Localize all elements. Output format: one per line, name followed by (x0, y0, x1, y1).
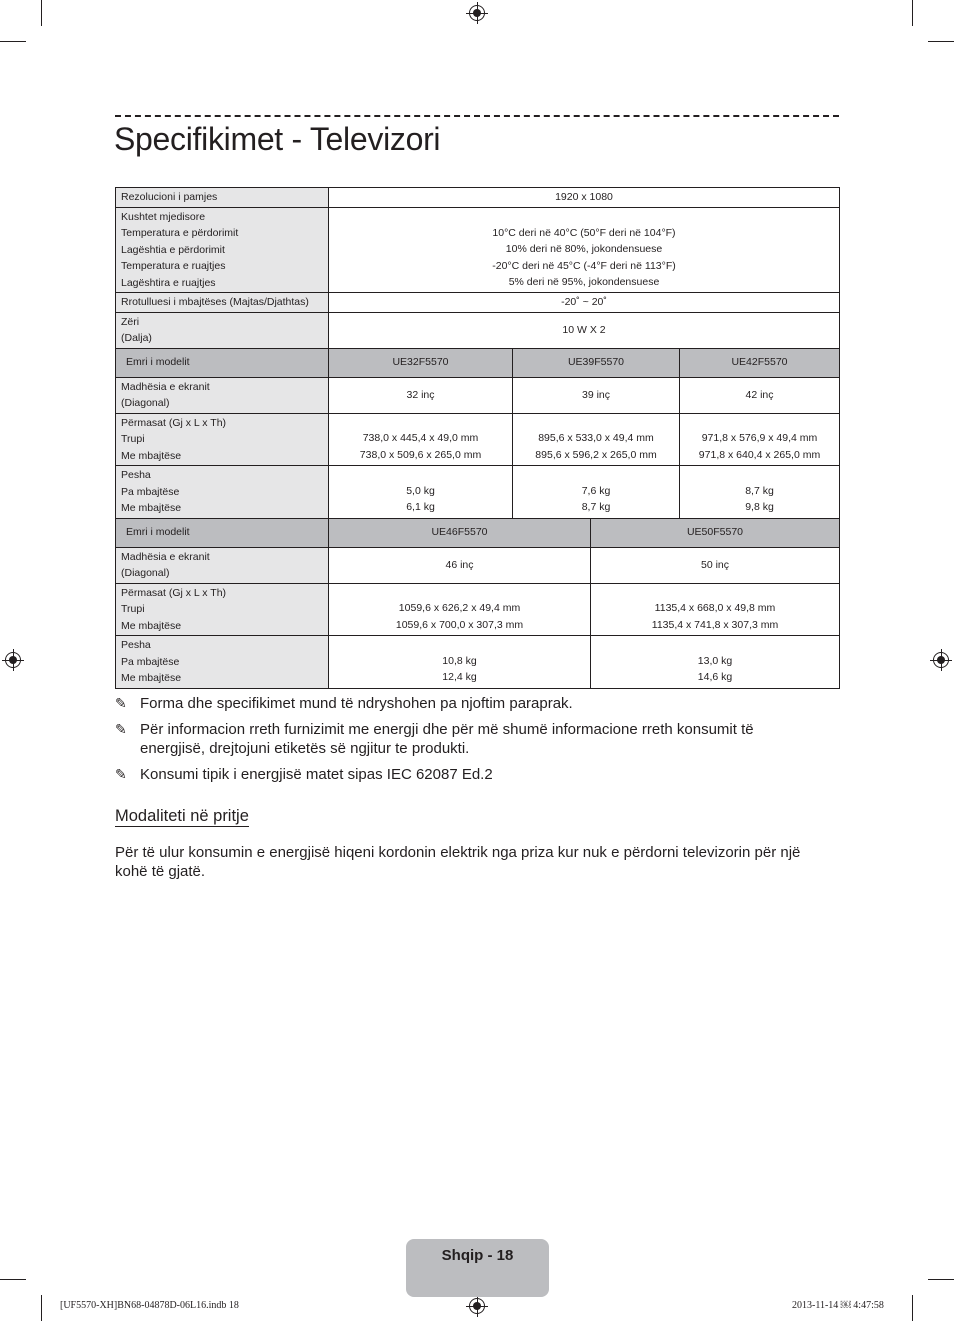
weight-value (591, 636, 840, 689)
pencil-note-icon: ✎ (115, 766, 127, 782)
env-value-line: 10% deri në 80%, jokondensuese (505, 243, 663, 256)
model-label: Emri i modelit (116, 348, 329, 377)
table-row (116, 413, 840, 466)
weight-with-stand: 9,8 kg (745, 501, 774, 514)
dims-stand: 738,0 x 509,6 x 265,0 mm (359, 448, 482, 461)
dims-stand: 895,6 x 596,2 x 265,0 mm (535, 448, 657, 461)
weight-with-stand: 8,7 kg (581, 501, 611, 514)
notes-list (115, 694, 815, 791)
dimensions-label (116, 413, 329, 466)
table-row (116, 312, 840, 348)
sound-label-line: Zëri (121, 315, 140, 328)
registration-mark-icon (469, 1298, 485, 1314)
table-row (116, 636, 840, 689)
weight-label-line: Pa mbajtëse (121, 485, 180, 498)
note-text: Konsumi tipik i energjisë matet sipas IEC 62087 Ed.2 (140, 766, 493, 783)
dimensions-label (116, 583, 329, 636)
registration-mark-icon (933, 652, 949, 668)
weight-without-stand: 7,6 kg (581, 484, 611, 497)
weight-label (116, 636, 329, 689)
page-number-tab: Shqip - 18 (406, 1239, 549, 1297)
weight-label (116, 466, 329, 519)
pencil-note-icon: ✎ (115, 695, 127, 711)
model-row (116, 518, 840, 547)
sound-label (116, 312, 329, 348)
dims-label-line: Përmasat (Gj x L x Th) (121, 416, 227, 429)
env-label-line: Lagështia e përdorimit (121, 243, 225, 256)
registration-mark-icon (5, 652, 21, 668)
table-row (116, 188, 840, 208)
environment-value (329, 207, 840, 293)
crop-mark (928, 1279, 954, 1280)
standby-text: Për të ulur konsumin e energjisë hiqeni kordonin elektrik nga priza kur nuk e përdorni televizorin për një kohë të gjatë. (115, 844, 801, 880)
resolution-label: Rezolucioni i pamjes (116, 188, 329, 208)
dims-body: 1059,6 x 626,2 x 49,4 mm (398, 602, 521, 615)
model-name: UE46F5570 (329, 518, 591, 547)
dims-label-line: Trupi (121, 433, 145, 445)
table-row (116, 377, 840, 413)
screen-size-value: 42 inç (680, 377, 840, 413)
page-title: Specifikimet - Televizori (114, 121, 441, 157)
model-row (116, 348, 840, 377)
screen-label-line: Madhësia e ekranit (121, 550, 210, 563)
note-text: Forma dhe specifikimet mund të ndryshohen pa njoftim paraprak. (140, 695, 573, 712)
crop-mark (0, 41, 26, 42)
env-label-line: Kushtet mjedisore (121, 210, 206, 223)
screen-size-value: 39 inç (513, 377, 680, 413)
dimensions-value (513, 413, 680, 466)
weight-label-line: Pesha (121, 639, 151, 651)
weight-with-stand: 14,6 kg (697, 671, 733, 684)
standby-heading (115, 807, 249, 826)
weight-without-stand: 8,7 kg (745, 484, 774, 497)
sound-value: 10 W X 2 (329, 312, 840, 348)
dims-label-line: Përmasat (Gj x L x Th) (121, 586, 227, 599)
weight-label-line: Pa mbajtëse (121, 655, 180, 668)
weight-without-stand: 13,0 kg (697, 654, 733, 667)
environment-label (116, 207, 329, 293)
env-value-line: 5% deri në 95%, jokondensuese (508, 276, 660, 289)
screen-label-line: (Diagonal) (121, 397, 170, 409)
footer-file-info: [UF5570-XH]BN68-04878D-06L16.indb 18 (60, 1300, 239, 1311)
env-label-line: Temperatura e ruajtjes (121, 260, 226, 272)
model-name: UE32F5570 (329, 348, 513, 377)
title-rule (115, 115, 839, 117)
env-value-line: 10°C deri në 40°C (50°F deri në 104°F) (492, 226, 676, 239)
screen-label-line: Madhësia e ekranit (121, 380, 210, 393)
screen-size-value: 46 inç (329, 547, 591, 583)
weight-label-line: Pesha (121, 469, 151, 481)
dims-body: 895,6 x 533,0 x 49,4 mm (538, 432, 654, 445)
table-row (116, 207, 840, 293)
model-name: UE50F5570 (591, 518, 840, 547)
crop-mark (912, 0, 913, 26)
dimensions-value (329, 413, 513, 466)
footer-timestamp: 2013-11-14 ￼ 4:47:58 (792, 1300, 884, 1311)
env-label-line: Lagështira e ruajtjes (121, 276, 216, 289)
crop-mark (41, 0, 42, 26)
weight-label-line: Me mbajtëse (121, 502, 182, 514)
screen-size-label (116, 547, 329, 583)
registration-mark-icon (469, 5, 485, 21)
table-row (116, 466, 840, 519)
dims-stand: 1135,4 x 741,8 x 307,3 mm (651, 618, 779, 631)
dims-stand: 1059,6 x 700,0 x 307,3 mm (395, 618, 524, 631)
weight-without-stand: 5,0 kg (406, 484, 435, 497)
model-name: UE39F5570 (513, 348, 680, 377)
dims-label-line: Trupi (121, 603, 145, 615)
weight-with-stand: 6,1 kg (406, 501, 435, 514)
weight-without-stand: 10,8 kg (442, 654, 477, 667)
weight-with-stand: 12,4 kg (442, 671, 477, 684)
note-item (115, 694, 815, 713)
weight-value (329, 636, 591, 689)
dims-body: 971,8 x 576,9 x 49,4 mm (701, 432, 818, 445)
crop-mark (912, 1295, 913, 1321)
screen-size-label (116, 377, 329, 413)
note-item (115, 765, 815, 784)
model-label: Emri i modelit (116, 518, 329, 547)
env-value-line: -20°C deri në 45°C (-4°F deri në 113°F) (492, 259, 676, 272)
screen-size-value: 32 inç (329, 377, 513, 413)
dims-body: 738,0 x 445,4 x 49,0 mm (362, 432, 479, 445)
dims-label-line: Me mbajtëse (121, 619, 182, 632)
sound-label-line: (Dalja) (121, 332, 152, 344)
weight-value (680, 466, 840, 519)
note-item (115, 720, 815, 758)
rotation-label: Rrotulluesi i mbajtëses (Majtas/Djathtas) (116, 293, 329, 313)
weight-value (329, 466, 513, 519)
table-row (116, 547, 840, 583)
dims-label-line: Me mbajtëse (121, 449, 182, 462)
dimensions-value (329, 583, 591, 636)
weight-label-line: Me mbajtëse (121, 672, 182, 684)
screen-label-line: (Diagonal) (121, 567, 170, 579)
pencil-note-icon: ✎ (115, 721, 127, 737)
note-text: Për informacion rreth furnizimit me energji dhe për më shumë informacione rreth konsumit të energjisë, drejtojuni etiketës së ngjitur te produkti. (140, 721, 754, 757)
env-label-line: Temperatura e përdorimit (121, 227, 239, 239)
model-name: UE42F5570 (680, 348, 840, 377)
rotation-value: -20˚ ~ 20˚ (329, 293, 840, 313)
crop-mark (928, 41, 954, 42)
table-row (116, 293, 840, 313)
standby-heading-text: Modaliteti në pritje (115, 807, 249, 825)
crop-mark (41, 1295, 42, 1321)
crop-mark (0, 1279, 26, 1280)
dimensions-value (680, 413, 840, 466)
dimensions-value (591, 583, 840, 636)
dims-stand: 971,8 x 640,4 x 265,0 mm (698, 448, 821, 461)
screen-size-value: 50 inç (591, 547, 840, 583)
spec-table (115, 187, 840, 689)
dims-body: 1135,4 x 668,0 x 49,8 mm (654, 602, 776, 615)
resolution-value: 1920 x 1080 (329, 188, 840, 208)
weight-value (513, 466, 680, 519)
table-row (116, 583, 840, 636)
